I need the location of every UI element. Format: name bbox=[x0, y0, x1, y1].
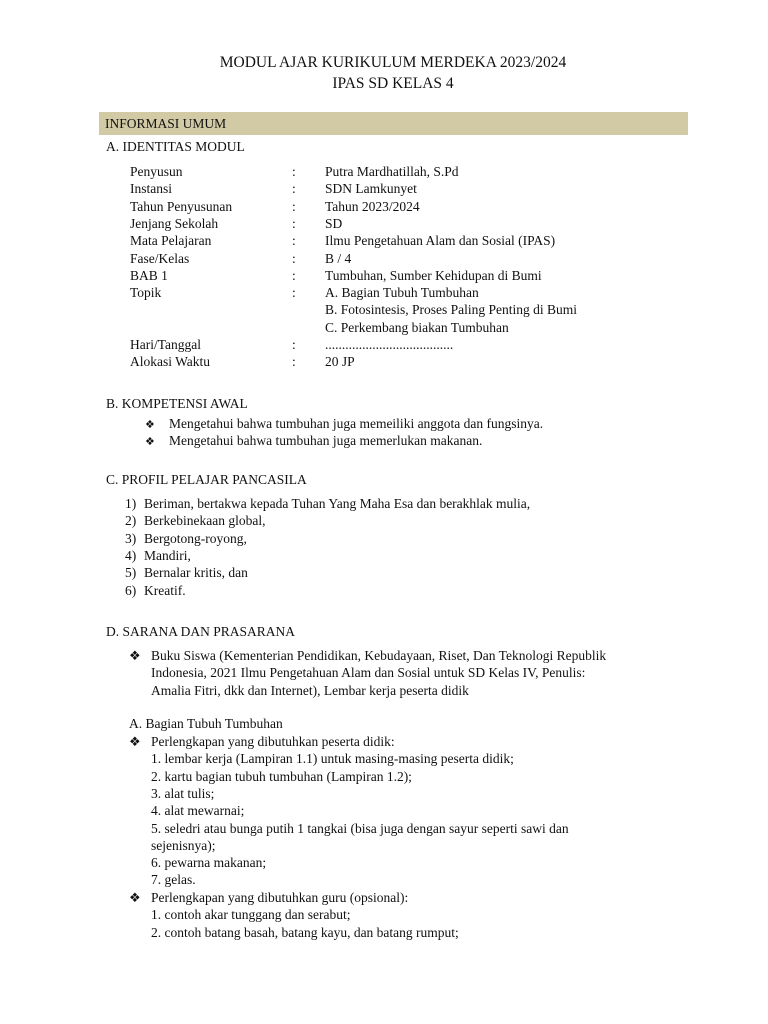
kompetensi-text: Mengetahui bahwa tumbuhan juga memerlukan makanan. bbox=[169, 433, 483, 449]
identitas-value: B. Fotosintesis, Proses Paling Penting di Bumi bbox=[325, 302, 578, 318]
bullet-diamond-icon: ❖ bbox=[145, 418, 155, 431]
identitas-value: Putra Mardhatillah, S.Pd bbox=[325, 164, 459, 179]
buku-text: Indonesia, 2021 Ilmu Pengetahuan Alam dan Sosial untuk SD Kelas IV, Penulis: bbox=[151, 665, 586, 681]
identitas-colon: : bbox=[292, 233, 296, 249]
profil-text: Mandiri, bbox=[144, 547, 191, 563]
identitas-label: Hari/Tanggal bbox=[130, 337, 202, 352]
perlengkapan-siswa-item: 1. lembar kerja (Lampiran 1.1) untuk masing-masing peserta didik; bbox=[151, 751, 514, 767]
identitas-label: Penyusun bbox=[130, 164, 183, 179]
perlengkapan-guru-item: 1. contoh akar tunggang dan serabut; bbox=[151, 907, 351, 923]
section-c-heading: C. PROFIL PELAJAR PANCASILA bbox=[106, 472, 307, 487]
perlengkapan-guru-item: 2. contoh batang basah, batang kayu, dan batang rumput; bbox=[151, 924, 459, 940]
kompetensi-item bbox=[145, 415, 543, 433]
identitas-value: Tumbuhan, Sumber Kehidupan di Bumi bbox=[325, 267, 542, 283]
identitas-colon: : bbox=[292, 285, 296, 301]
bullet-diamond-icon: ❖ bbox=[129, 735, 141, 750]
perlengkapan-siswa-item: 6. pewarna makanan; bbox=[151, 855, 267, 871]
section-d-heading: D. SARANA DAN PRASARANA bbox=[106, 624, 296, 639]
identitas-value: SD bbox=[325, 215, 343, 231]
section-b-heading: B. KOMPETENSI AWAL bbox=[106, 396, 248, 411]
identitas-label: Alokasi Waktu bbox=[130, 354, 211, 370]
identitas-value: A. Bagian Tubuh Tumbuhan bbox=[325, 285, 479, 301]
identitas-colon: : bbox=[292, 250, 296, 266]
identitas-label: Tahun Penyusunan bbox=[130, 198, 233, 214]
perlengkapan-siswa-item: 2. kartu bagian tubuh tumbuhan (Lampiran 1.2); bbox=[151, 768, 412, 784]
bullet-diamond-icon: ❖ bbox=[129, 891, 141, 906]
bullet-diamond-icon: ❖ bbox=[129, 649, 141, 664]
identitas-label: Mata Pelajaran bbox=[130, 233, 212, 249]
identitas-colon: : bbox=[292, 215, 296, 231]
identitas-label: Topik bbox=[130, 285, 162, 301]
perlengkapan-siswa-item: 5. seledri atau bunga putih 1 tangkai (bisa juga dengan sayur seperti sawi dan bbox=[151, 820, 569, 836]
profil-number: 4) bbox=[125, 547, 137, 563]
identitas-value: Tahun 2023/2024 bbox=[325, 198, 420, 214]
identitas-value: C. Perkembang biakan Tumbuhan bbox=[325, 319, 509, 335]
kompetensi-item bbox=[145, 432, 482, 450]
profil-number: 2) bbox=[125, 513, 137, 529]
profil-number: 3) bbox=[125, 530, 137, 546]
profil-number: 6) bbox=[125, 582, 137, 598]
sub-heading-bagian-tubuh: A. Bagian Tubuh Tumbuhan bbox=[129, 716, 283, 731]
perlengkapan-siswa-item: 7. gelas. bbox=[151, 872, 196, 888]
identitas-label: Fase/Kelas bbox=[130, 250, 190, 266]
identitas-value: SDN Lamkunyet bbox=[325, 181, 417, 197]
perlengkapan-siswa-item: 4. alat mewarnai; bbox=[151, 803, 245, 819]
perlengkapan-guru-title: Perlengkapan yang dibutuhkan guru (opsional): bbox=[151, 890, 409, 905]
identitas-colon: : bbox=[292, 198, 296, 214]
profil-number: 1) bbox=[125, 496, 137, 511]
perlengkapan-siswa-item: sejenisnya); bbox=[151, 837, 216, 853]
identitas-value: Ilmu Pengetahuan Alam dan Sosial (IPAS) bbox=[325, 233, 556, 249]
identitas-colon: : bbox=[292, 164, 296, 179]
identitas-label: BAB 1 bbox=[130, 267, 168, 283]
informasi-umum-title: INFORMASI UMUM bbox=[105, 116, 227, 131]
identitas-label: Instansi bbox=[130, 181, 172, 197]
informasi-umum-bar bbox=[99, 112, 688, 135]
profil-text: Bernalar kritis, dan bbox=[144, 565, 248, 581]
identitas-value: B / 4 bbox=[325, 250, 352, 266]
identitas-label: Jenjang Sekolah bbox=[130, 215, 219, 231]
identitas-colon: : bbox=[292, 337, 296, 352]
perlengkapan-siswa-title: Perlengkapan yang dibutuhkan peserta didik: bbox=[151, 734, 395, 749]
profil-text: Beriman, bertakwa kepada Tuhan Yang Maha Esa dan berakhlak mulia, bbox=[144, 496, 531, 511]
document-title: MODUL AJAR KURIKULUM MERDEKA 2023/2024 bbox=[219, 54, 567, 71]
profil-text: Berkebinekaan global, bbox=[144, 513, 266, 529]
section-a-heading: A. IDENTITAS MODUL bbox=[106, 139, 245, 154]
buku-text: Amalia Fitri, dkk dan Internet), Lembar kerja peserta didik bbox=[151, 682, 469, 698]
perlengkapan-siswa-item: 3. alat tulis; bbox=[151, 785, 215, 801]
identitas-value: ...................................... bbox=[325, 337, 454, 352]
profil-text: Bergotong-royong, bbox=[144, 530, 247, 546]
identitas-colon: : bbox=[292, 354, 296, 370]
buku-text: Buku Siswa (Kementerian Pendidikan, Kebudayaan, Riset, Dan Teknologi Republik bbox=[151, 648, 607, 663]
bullet-diamond-icon: ❖ bbox=[145, 435, 155, 449]
kompetensi-text: Mengetahui bahwa tumbuhan juga memeiliki anggota dan fungsinya. bbox=[169, 416, 544, 431]
identitas-colon: : bbox=[292, 267, 296, 283]
identitas-colon: : bbox=[292, 181, 296, 197]
identitas-value: 20 JP bbox=[325, 354, 355, 370]
profil-text: Kreatif. bbox=[144, 582, 186, 598]
document-subtitle: IPAS SD KELAS 4 bbox=[332, 75, 454, 92]
profil-number: 5) bbox=[125, 565, 137, 581]
